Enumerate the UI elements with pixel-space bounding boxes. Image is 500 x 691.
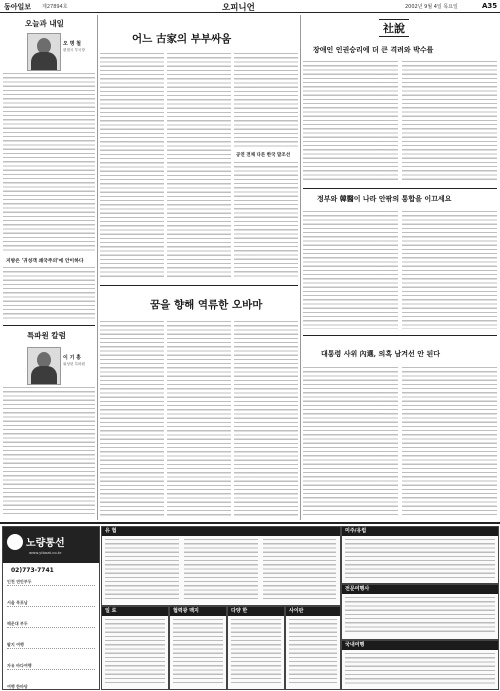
- ad-ferry-name: 노량통선: [26, 538, 65, 549]
- ad-domestic-travel-header: 국내여행: [342, 641, 498, 650]
- ad-cooperation-text: [173, 619, 223, 685]
- issue-number: 제27894호: [42, 4, 68, 10]
- ad-travel-agency: [341, 584, 499, 640]
- ad-classified-top-text-a: [105, 539, 179, 601]
- ad-domestic-travel-text: [345, 653, 495, 685]
- editorial-mark: 社說: [379, 19, 409, 37]
- ad-classified-top-text-c: [263, 539, 336, 601]
- ad-ferry-item: 여행 한마당: [7, 684, 95, 690]
- article-headline-2: 꿈을 향해 역류한 오바마: [150, 299, 263, 311]
- author-name: 오 명 철: [63, 41, 81, 47]
- page-number: A35: [482, 2, 498, 10]
- article-2-col-b: [167, 321, 231, 517]
- ad-cooperation: [169, 606, 227, 690]
- ad-ferry-site: www.yiboat.co.kr: [29, 550, 62, 555]
- left-column: [3, 15, 95, 520]
- center-column: [100, 15, 298, 520]
- ad-classified-bottom-text: [105, 619, 165, 685]
- ad-section-top-rule: [0, 522, 500, 524]
- ad-saipan-header: 사이판: [286, 607, 340, 616]
- editorial-divider-1: [303, 188, 497, 189]
- vertical-rule-left: [97, 15, 98, 520]
- editorial-1-col-b: [402, 61, 497, 183]
- column-title-today-tomorrow: 오늘과 내일: [25, 19, 64, 28]
- editorial-headline-2: 정부와 韓醫이 나라 안팎의 통합을 이끄세요: [317, 194, 452, 203]
- ad-domestic-travel: [341, 640, 499, 690]
- article-1-col-a: [100, 53, 164, 279]
- column-body-text: [3, 73, 95, 253]
- ad-travel-agency-header: 전문여행사: [342, 585, 498, 594]
- ad-cooperation-header: 협력광 맥지: [170, 607, 226, 616]
- editorial-2-col-a: [303, 211, 398, 329]
- editorial-3-col-a: [303, 367, 398, 517]
- editorial-divider-2: [303, 335, 497, 336]
- ad-ferry-item: 팔지 여행: [7, 642, 95, 649]
- article-headline-1: 어느 古家의 부부싸움: [132, 33, 232, 45]
- ad-americas-europe-header: 미주/유럽: [342, 527, 498, 536]
- editorial-1-col-a: [303, 61, 398, 183]
- ad-saipan: [285, 606, 341, 690]
- ad-ferry-item: 인천 연안부두: [7, 579, 95, 586]
- newspaper-name: 동아일보: [4, 2, 32, 11]
- page-header: [0, 0, 500, 13]
- article-1-col-b: [167, 53, 231, 279]
- column-subhead: 지방은 '귀성객 쇄국주의'에 안이하다: [6, 259, 84, 264]
- article-2-col-a: [100, 321, 164, 517]
- ad-americas-europe: [341, 526, 499, 584]
- ad-americas-europe-text: [345, 539, 495, 579]
- ad-classified-top: [101, 526, 341, 606]
- correspondent-photo: [27, 347, 61, 385]
- article-1-subhead: 공연 전체 다른 한국 말조선: [236, 153, 291, 158]
- author-photo: [27, 33, 61, 71]
- correspondent-role: 워싱턴 특파원: [63, 362, 85, 366]
- column-body-text-2: [3, 267, 95, 320]
- ad-classified-bottom-header: 일 로: [102, 607, 168, 616]
- editorial-column: [303, 15, 497, 520]
- ad-ferry-item: 자유 바다여행: [7, 663, 95, 670]
- ad-ferry-logo-block: [3, 527, 99, 563]
- editorial-headline-1: 장애인 인권승리에 더 큰 격려와 박수를: [313, 45, 434, 54]
- ad-ferry-list: [7, 579, 95, 690]
- article-2-col-c: [234, 321, 298, 517]
- ad-saipan-text: [289, 619, 337, 685]
- ferry-logo-icon: [7, 534, 23, 550]
- center-divider: [100, 285, 298, 286]
- column-title-correspondent: 특파원 칼럼: [27, 331, 66, 340]
- ad-classified-top-header: 유 협: [102, 527, 340, 536]
- ad-ferry-item: 해운대 부두: [7, 621, 95, 628]
- ad-travel-agency-text: [345, 597, 495, 635]
- vertical-rule-center: [300, 15, 301, 520]
- ad-classified-top-text-b: [184, 539, 258, 601]
- correspondent-body-text: [3, 387, 95, 517]
- ad-various-text: [231, 619, 281, 685]
- ad-classified-bottom: [101, 606, 169, 690]
- editorial-2-col-b: [402, 211, 497, 329]
- ad-ferry-item: 서울 목포남: [7, 600, 95, 607]
- issue-date: 2002년 9월 4일 목요일: [405, 4, 458, 10]
- column-divider: [3, 325, 95, 326]
- author-role: 편집국 부국장: [63, 48, 85, 52]
- correspondent-name: 이 기 홍: [63, 355, 81, 361]
- ad-various: [227, 606, 285, 690]
- editorial-headline-3: 대통령 사위 內選, 의혹 남겨선 안 된다: [321, 349, 440, 358]
- article-1-col-c: [234, 53, 298, 147]
- editorial-3-col-b: [402, 367, 497, 517]
- ad-ferry: [2, 526, 100, 690]
- ad-ferry-phone: 02)773-7741: [11, 567, 54, 574]
- article-1-col-c-2: [234, 162, 298, 279]
- section-title: 오피니언: [222, 3, 255, 13]
- ad-various-header: 다양 한: [228, 607, 284, 616]
